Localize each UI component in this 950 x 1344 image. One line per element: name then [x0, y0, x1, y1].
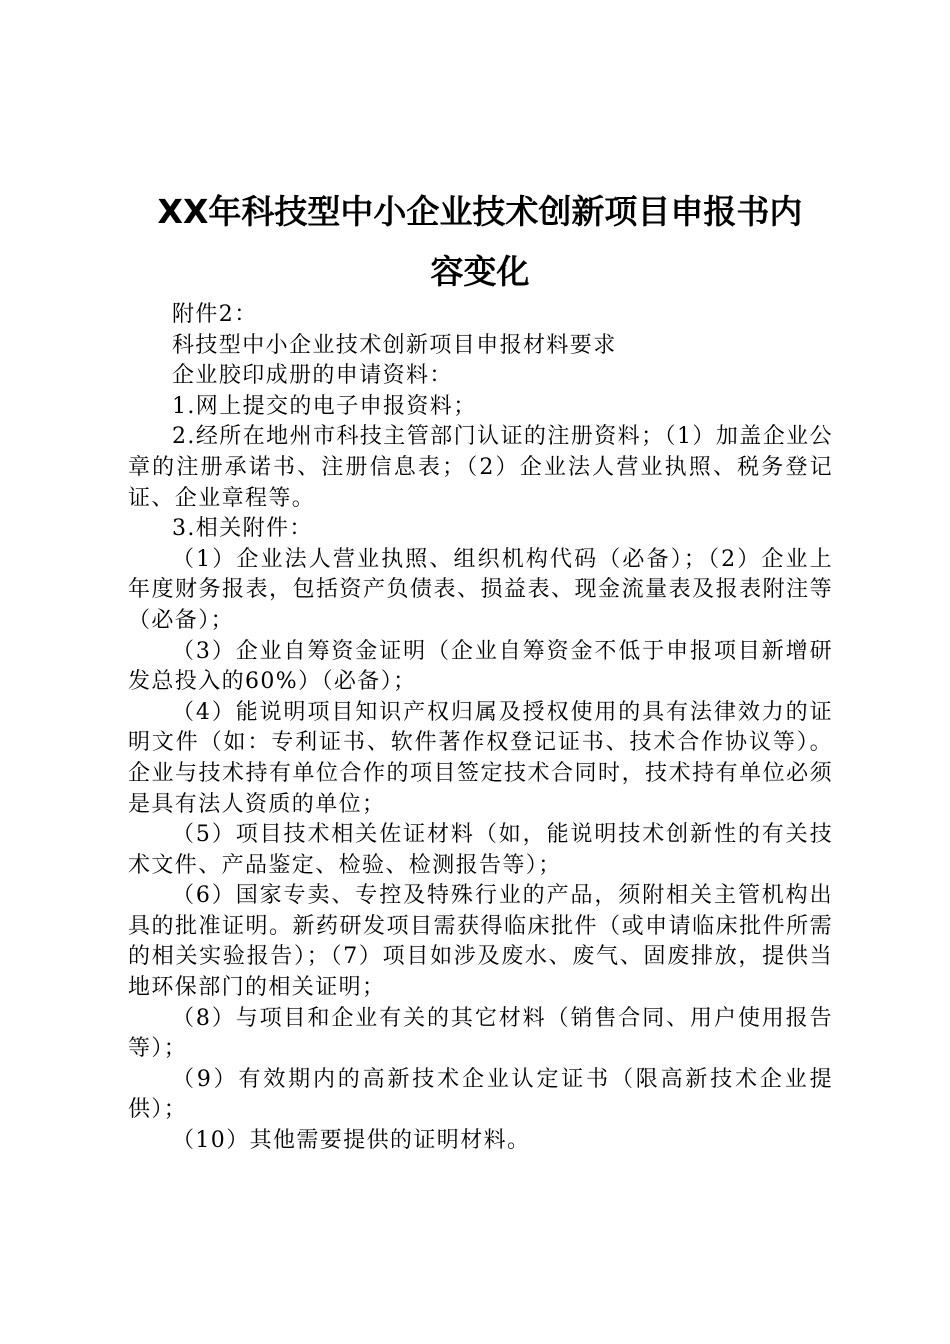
paragraph-item-1: 1.网上提交的电子申报资料； — [172, 393, 477, 419]
attachment-label: 附件2： — [172, 302, 258, 327]
document-body — [128, 300, 833, 1157]
paragraph-attachment-5: （5）项目技术相关佐证材料（如，能说明技术创新性的有关技术文件、产品鉴定、检验、检测报告等）； — [128, 822, 833, 878]
paragraph-attachment-9: （9）有效期内的高新技术企业认定证书（限高新技术企业提供）； — [128, 1066, 833, 1123]
paragraph-attachment-6-7: （6）国家专卖、专控及特殊行业的产品，须附相关主管机构出具的批准证明。新药研发项目需获得临床批件（或申请临床批件所需的相关实验报告）；（7）项目如涉及废水、废气、固废排放，提供当地环保部门的相关证明； — [128, 883, 833, 1001]
paragraph-bound-materials: 企业胶印成册的申请资料： — [172, 363, 453, 389]
paragraph-attachment-3: （3）企业自筹资金证明（企业自筹资金不低于申报项目新增研发总投入的60%）（必备）； — [128, 638, 833, 695]
title-line-2: 容变化 — [430, 252, 530, 291]
paragraph-attachment-10: （10）其他需要提供的证明材料。 — [172, 1128, 531, 1154]
title-line-1: XX年科技型中小企业技术创新项目申报书内 — [157, 192, 803, 231]
requirements-heading: 科技型中小企业技术创新项目申报材料要求 — [172, 332, 617, 358]
paragraph-attachment-4: （4）能说明项目知识产权归属及授权使用的具有法律效力的证明文件（如：专利证书、软件著作权登记证书、技术合作协议等）。企业与技术持有单位合作的项目签定技术合同时，技术持有单位必须是具有法人资质的单位； — [128, 699, 833, 817]
document-title — [100, 182, 860, 302]
paragraph-attachment-8: （8）与项目和企业有关的其它材料（销售合同、用户使用报告等）； — [128, 1005, 833, 1062]
paragraph-attachment-1-2: （1）企业法人营业执照、组织机构代码（必备）；（2）企业上年度财务报表，包括资产负债表、损益表、现金流量表及报表附注等（必备）； — [128, 546, 833, 633]
paragraph-item-2: 2.经所在地州市科技主管部门认证的注册资料；（1）加盖企业公章的注册承诺书、注册信息表；（2）企业法人营业执照、税务登记证、企业章程等。 — [128, 424, 833, 511]
paragraph-item-3: 3.相关附件： — [172, 516, 313, 542]
